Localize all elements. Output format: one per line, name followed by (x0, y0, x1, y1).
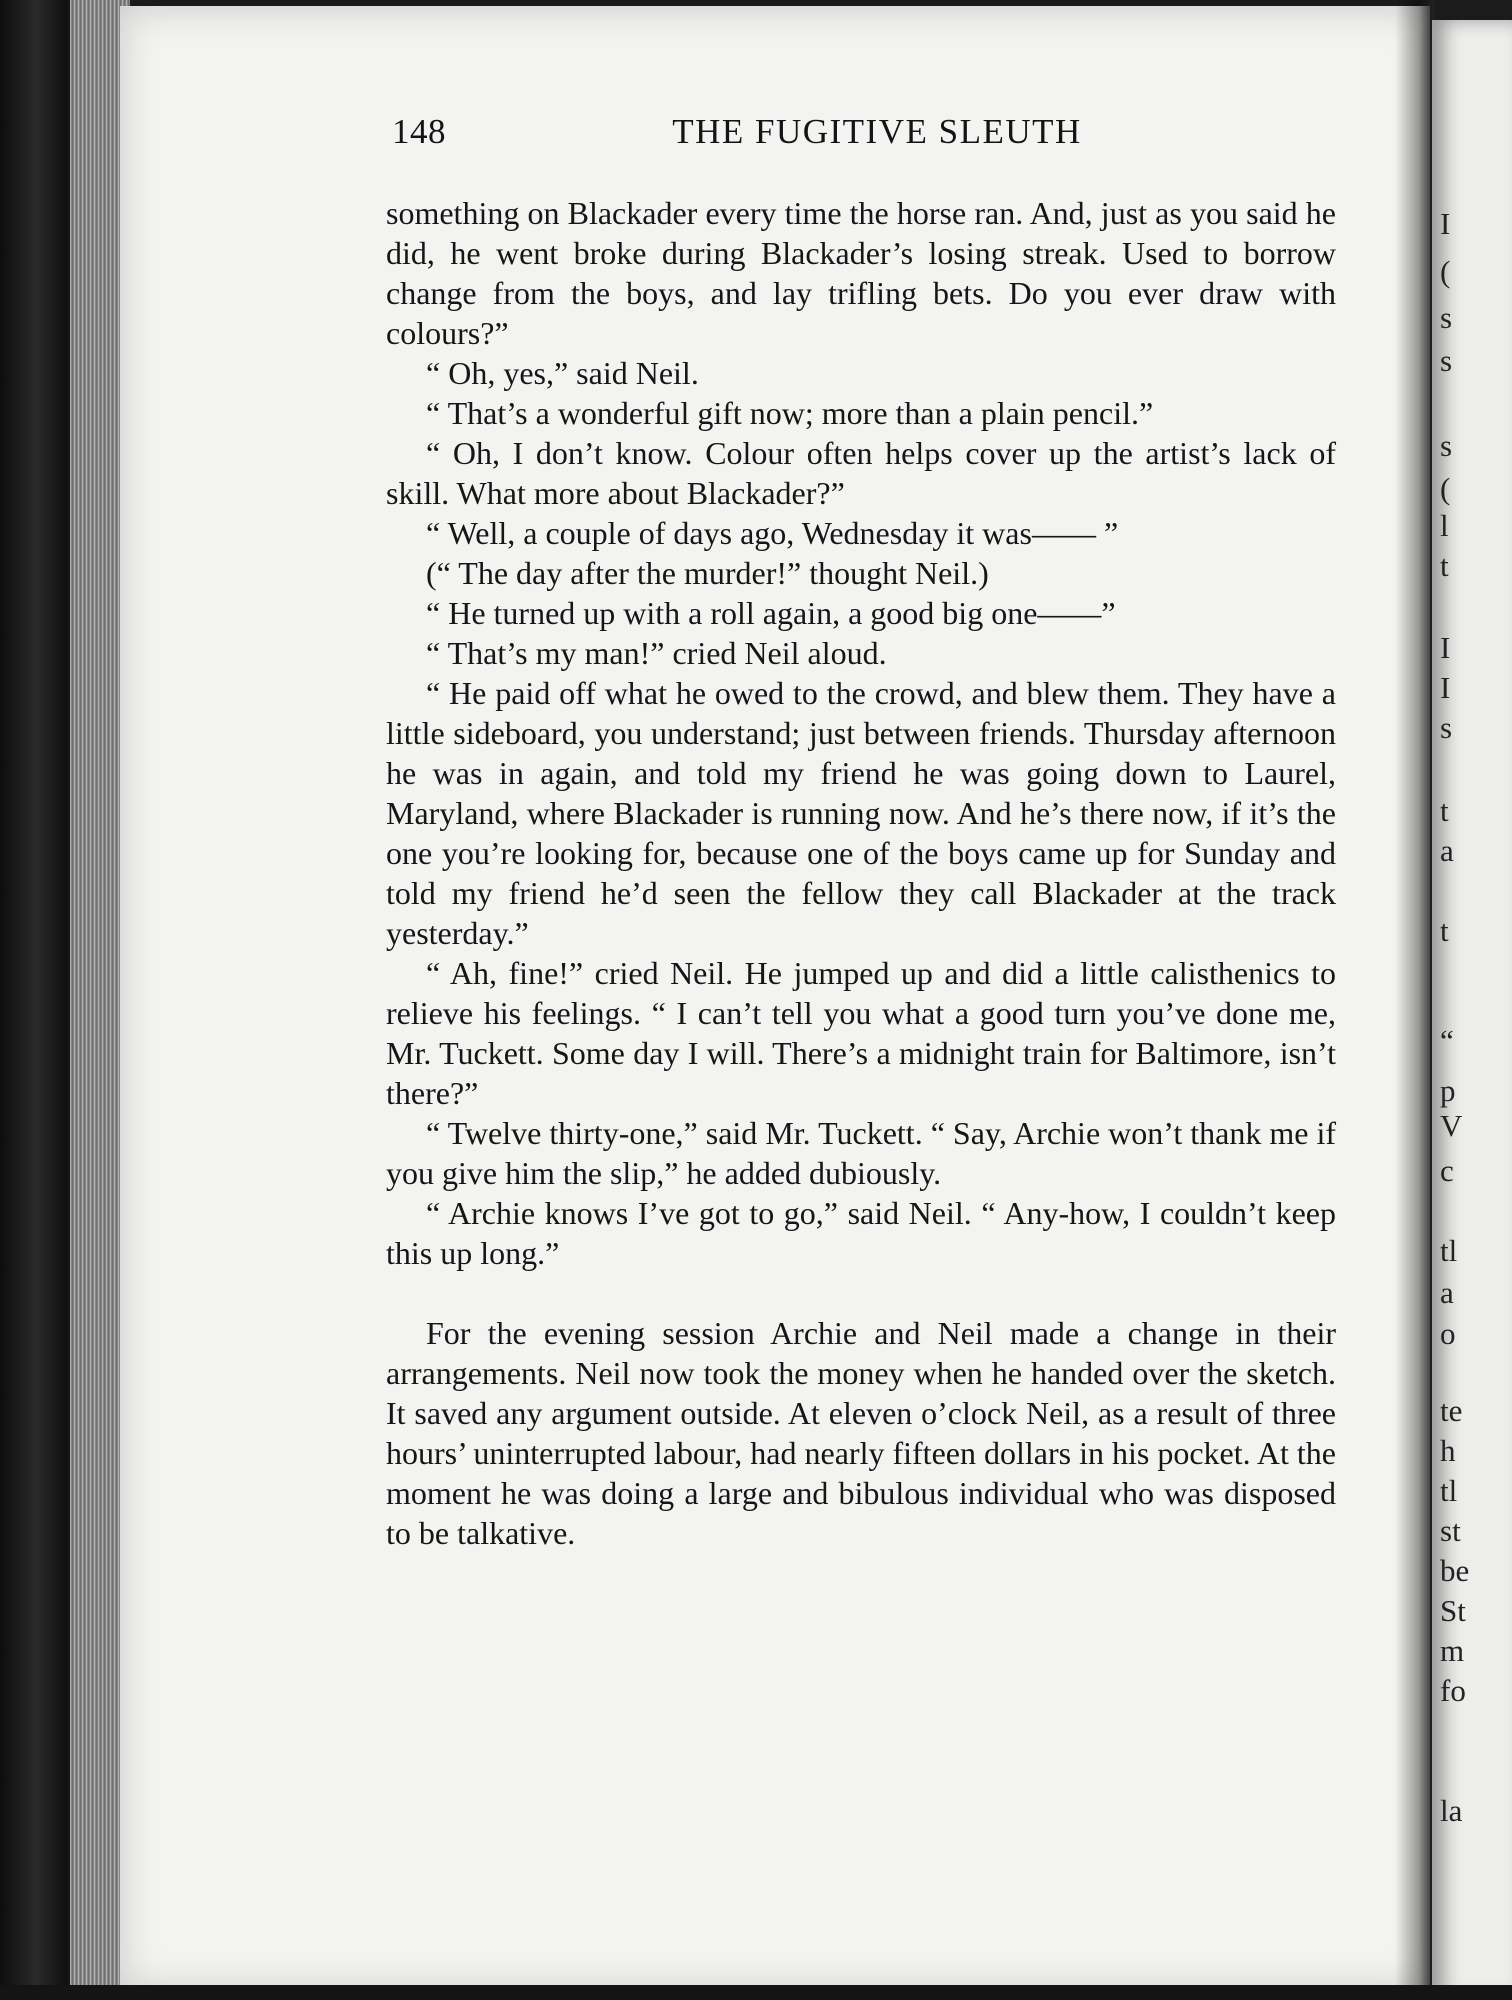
paragraph: something on Blackader every time the horse ran. And, just as you said he did, he went broke during Blackader’s losing streak. Used to borrow change from the boys, and lay trifling bets. Do you ever draw with colours?” (386, 195, 1336, 351)
next-page-fragment: h (1440, 1433, 1456, 1468)
running-title: THE FUGITIVE SLEUTH (672, 112, 1082, 151)
next-page-fragment: la (1440, 1793, 1463, 1828)
paragraph: “ Ah, fine!” cried Neil. He jumped up and did a little calisthenics to relieve his feelings. “ I can’t tell you what a good turn you’ve done me, Mr. Tuckett. Some day I will. There’s a midnight train for Baltimore, isn’t there?” (386, 955, 1336, 1111)
next-page-fragment: s (1440, 300, 1453, 335)
next-page-fragment: t (1440, 548, 1449, 583)
next-page-fragment: p (1440, 1073, 1456, 1108)
paragraph: “ That’s a wonderful gift now; more than a plain pencil.” (426, 395, 1154, 431)
next-page-fragment: t (1440, 913, 1449, 948)
next-page-fragment: t (1440, 793, 1449, 828)
next-page-fragment: a (1440, 1275, 1454, 1310)
paragraph: “ He paid off what he owed to the crowd, and blew them. They have a little sideboard, you understand; just between friends. Thursday afternoon he was in again, and told my friend he was going down to Laurel, Maryland, where Blackader is running now. And he’s there now, if it’s the one you’re looking for, because one of the boys came up for Sunday and told my friend he’d seen the fellow they call Blackader at the track yesterday.” (386, 675, 1336, 951)
next-page-fragment: l (1440, 508, 1449, 543)
paragraph: “ Oh, I don’t know. Colour often helps cover up the artist’s lack of skill. What more about Blackader?” (386, 435, 1336, 511)
paragraph: For the evening session Archie and Neil made a change in their arrangements. Neil now took the money when he handed over the sketch. It saved any argument outside. At eleven o’clock Neil, as a result of three hours’ uninterrupted labour, had nearly fifteen dollars in his pocket. At the moment he was doing a large and bibulous individual who was disposed to be talkative. (386, 1315, 1336, 1551)
paragraph: “ Well, a couple of days ago, Wednesday it was—— ” (426, 515, 1119, 551)
paragraph: (“ The day after the murder!” thought Neil.) (426, 555, 989, 591)
next-page-fragment: a (1440, 833, 1454, 868)
next-page-edge (1432, 20, 1512, 2000)
next-page-fragment: I (1440, 630, 1451, 665)
paragraph: “ Archie knows I’ve got to go,” said Neil. “ Any-how, I couldn’t keep this up long.” (386, 1195, 1336, 1271)
next-page-fragment: c (1440, 1153, 1454, 1188)
next-page-fragment: fo (1440, 1673, 1466, 1708)
page-number: 148 (392, 112, 446, 151)
scan-bottom-edge (0, 1985, 1512, 2000)
next-page-fragment: s (1440, 428, 1453, 463)
paragraph: “ He turned up with a roll again, a good big one——” (426, 595, 1116, 631)
next-page-fragment: m (1440, 1633, 1465, 1668)
next-page-fragment: St (1440, 1593, 1466, 1628)
next-page-fragment: ( (1440, 254, 1451, 289)
next-page-fragment: te (1440, 1393, 1463, 1428)
next-page-fragment: I (1440, 206, 1451, 241)
next-page-fragment: s (1440, 710, 1453, 745)
paragraph: “ Twelve thirty-one,” said Mr. Tuckett. “ Say, Archie won’t thank me if you give him the slip,” he added dubiously. (386, 1115, 1336, 1191)
next-page-fragment: be (1440, 1553, 1470, 1588)
next-page-fragment: s (1440, 343, 1453, 378)
next-page-fragment: tl (1440, 1473, 1458, 1508)
page-gutter-shadow (1395, 0, 1435, 2000)
next-page-fragment: st (1440, 1513, 1461, 1548)
body-text (386, 193, 1336, 1553)
page-header (392, 112, 1332, 160)
next-page-fragment: tl (1440, 1233, 1458, 1268)
next-page-fragment: I (1440, 670, 1451, 705)
paragraph: “ Oh, yes,” said Neil. (426, 355, 699, 391)
next-page-fragment: “ (1440, 1023, 1454, 1058)
paragraph: “ That’s my man!” cried Neil aloud. (426, 635, 887, 671)
next-page-fragment: V (1440, 1108, 1463, 1143)
next-page-fragment: o (1440, 1316, 1456, 1351)
next-page-fragment: ( (1440, 471, 1451, 506)
